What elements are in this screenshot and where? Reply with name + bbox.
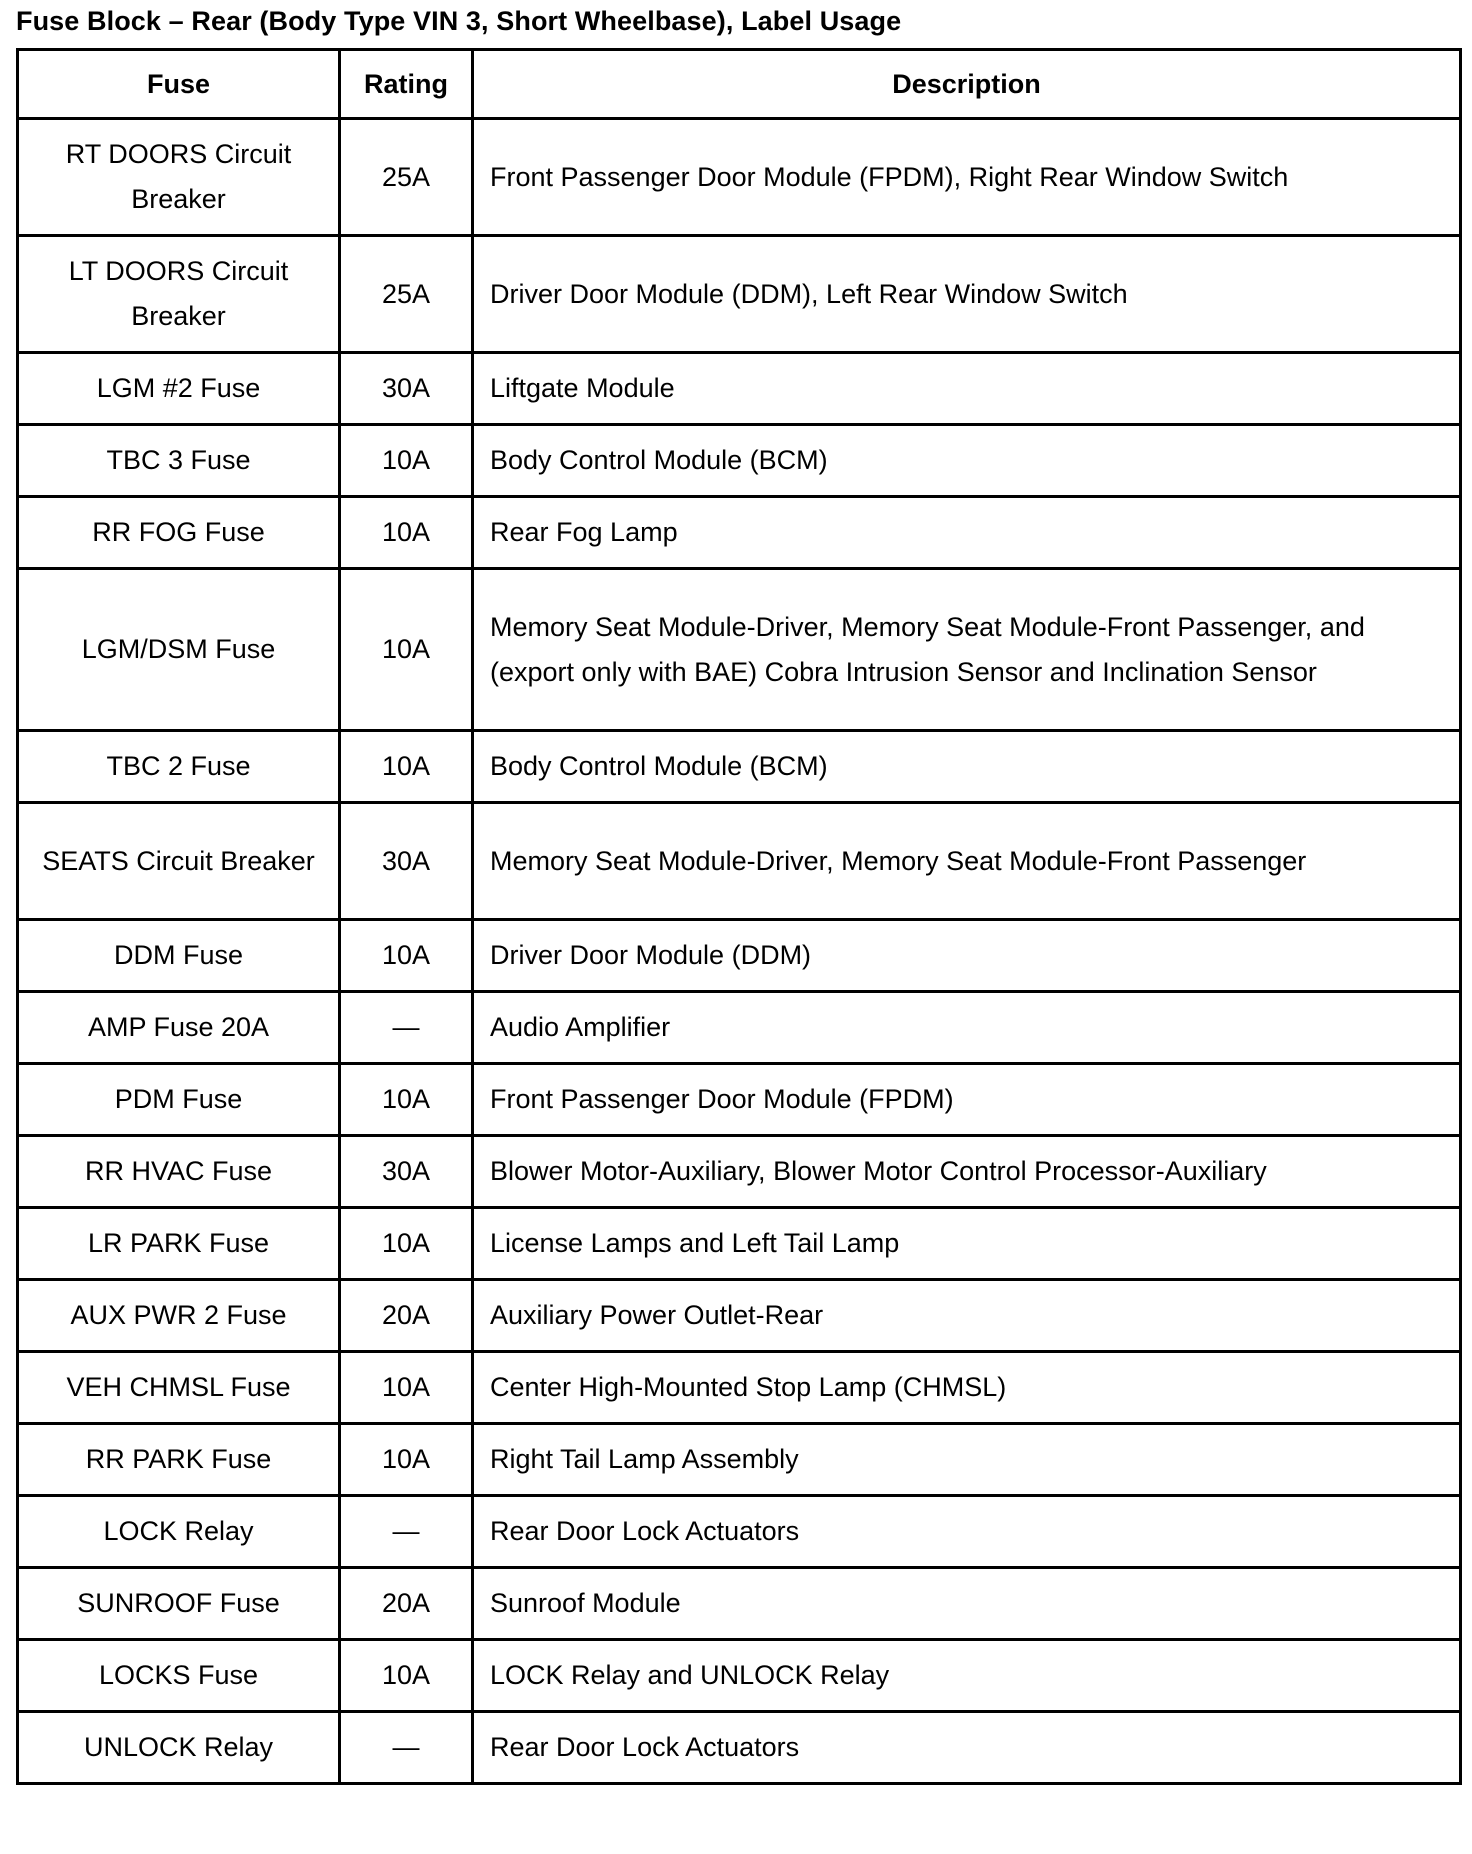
table-row xyxy=(18,425,1461,497)
description-cell: Body Control Module (BCM) xyxy=(473,425,1461,497)
rating-cell: 10A xyxy=(340,497,473,569)
table-row xyxy=(18,1496,1461,1568)
fuse-cell: DDM Fuse xyxy=(18,920,340,992)
rating-cell: 10A xyxy=(340,1424,473,1496)
column-header-rating: Rating xyxy=(340,50,473,119)
rating-cell: — xyxy=(340,1712,473,1784)
fuse-cell: RT DOORS Circuit Breaker xyxy=(18,119,340,236)
fuse-cell: SUNROOF Fuse xyxy=(18,1568,340,1640)
rating-cell: 10A xyxy=(340,569,473,731)
rating-cell: 25A xyxy=(340,236,473,353)
rating-cell: 20A xyxy=(340,1568,473,1640)
fuse-table xyxy=(16,48,1462,1785)
fuse-cell: LR PARK Fuse xyxy=(18,1208,340,1280)
description-cell: Memory Seat Module-Driver, Memory Seat Module-Front Passenger, and (export only with BAE) Cobra Intrusion Sensor and Inclination Sensor xyxy=(473,569,1461,731)
description-cell: Memory Seat Module-Driver, Memory Seat Module-Front Passenger xyxy=(473,803,1461,920)
rating-cell: 30A xyxy=(340,803,473,920)
table-row xyxy=(18,1712,1461,1784)
table-row xyxy=(18,1064,1461,1136)
description-cell: Driver Door Module (DDM) xyxy=(473,920,1461,992)
fuse-cell: PDM Fuse xyxy=(18,1064,340,1136)
rating-cell: 30A xyxy=(340,1136,473,1208)
table-row xyxy=(18,1208,1461,1280)
description-cell: Rear Door Lock Actuators xyxy=(473,1496,1461,1568)
rating-cell: 10A xyxy=(340,731,473,803)
description-cell: Center High-Mounted Stop Lamp (CHMSL) xyxy=(473,1352,1461,1424)
rating-cell: 20A xyxy=(340,1280,473,1352)
table-row xyxy=(18,236,1461,353)
fuse-cell: RR FOG Fuse xyxy=(18,497,340,569)
description-cell: Right Tail Lamp Assembly xyxy=(473,1424,1461,1496)
rating-cell: 10A xyxy=(340,1208,473,1280)
fuse-cell: RR PARK Fuse xyxy=(18,1424,340,1496)
description-cell: Liftgate Module xyxy=(473,353,1461,425)
table-row xyxy=(18,1280,1461,1352)
fuse-cell: LGM #2 Fuse xyxy=(18,353,340,425)
fuse-cell: LGM/DSM Fuse xyxy=(18,569,340,731)
rating-cell: 30A xyxy=(340,353,473,425)
description-cell: LOCK Relay and UNLOCK Relay xyxy=(473,1640,1461,1712)
description-cell: Driver Door Module (DDM), Left Rear Window Switch xyxy=(473,236,1461,353)
fuse-cell: LT DOORS Circuit Breaker xyxy=(18,236,340,353)
table-row xyxy=(18,569,1461,731)
fuse-cell: AMP Fuse 20A xyxy=(18,992,340,1064)
fuse-cell: LOCK Relay xyxy=(18,1496,340,1568)
column-header-description: Description xyxy=(473,50,1461,119)
rating-cell: 10A xyxy=(340,1064,473,1136)
page-title: Fuse Block – Rear (Body Type VIN 3, Short Wheelbase), Label Usage xyxy=(16,6,902,36)
fuse-cell: TBC 3 Fuse xyxy=(18,425,340,497)
fuse-cell: UNLOCK Relay xyxy=(18,1712,340,1784)
table-row xyxy=(18,119,1461,236)
fuse-cell: VEH CHMSL Fuse xyxy=(18,1352,340,1424)
fuse-cell: TBC 2 Fuse xyxy=(18,731,340,803)
description-cell: Body Control Module (BCM) xyxy=(473,731,1461,803)
rating-cell: 10A xyxy=(340,1640,473,1712)
table-row xyxy=(18,1352,1461,1424)
rating-cell: 10A xyxy=(340,920,473,992)
description-cell: License Lamps and Left Tail Lamp xyxy=(473,1208,1461,1280)
table-row xyxy=(18,731,1461,803)
table-row xyxy=(18,353,1461,425)
rating-cell: — xyxy=(340,992,473,1064)
table-row xyxy=(18,803,1461,920)
table-header-row xyxy=(18,50,1461,119)
fuse-cell: AUX PWR 2 Fuse xyxy=(18,1280,340,1352)
description-cell: Audio Amplifier xyxy=(473,992,1461,1064)
table-row xyxy=(18,1568,1461,1640)
fuse-cell: RR HVAC Fuse xyxy=(18,1136,340,1208)
description-cell: Front Passenger Door Module (FPDM) xyxy=(473,1064,1461,1136)
rating-cell: 10A xyxy=(340,1352,473,1424)
column-header-fuse: Fuse xyxy=(18,50,340,119)
table-row xyxy=(18,497,1461,569)
table-row xyxy=(18,1136,1461,1208)
fuse-cell: LOCKS Fuse xyxy=(18,1640,340,1712)
description-cell: Rear Door Lock Actuators xyxy=(473,1712,1461,1784)
table-row xyxy=(18,992,1461,1064)
rating-cell: — xyxy=(340,1496,473,1568)
fuse-cell: SEATS Circuit Breaker xyxy=(18,803,340,920)
description-cell: Front Passenger Door Module (FPDM), Right Rear Window Switch xyxy=(473,119,1461,236)
table-row xyxy=(18,1424,1461,1496)
description-cell: Rear Fog Lamp xyxy=(473,497,1461,569)
rating-cell: 10A xyxy=(340,425,473,497)
description-cell: Auxiliary Power Outlet-Rear xyxy=(473,1280,1461,1352)
description-cell: Sunroof Module xyxy=(473,1568,1461,1640)
description-cell: Blower Motor-Auxiliary, Blower Motor Control Processor-Auxiliary xyxy=(473,1136,1461,1208)
rating-cell: 25A xyxy=(340,119,473,236)
table-row xyxy=(18,920,1461,992)
table-row xyxy=(18,1640,1461,1712)
